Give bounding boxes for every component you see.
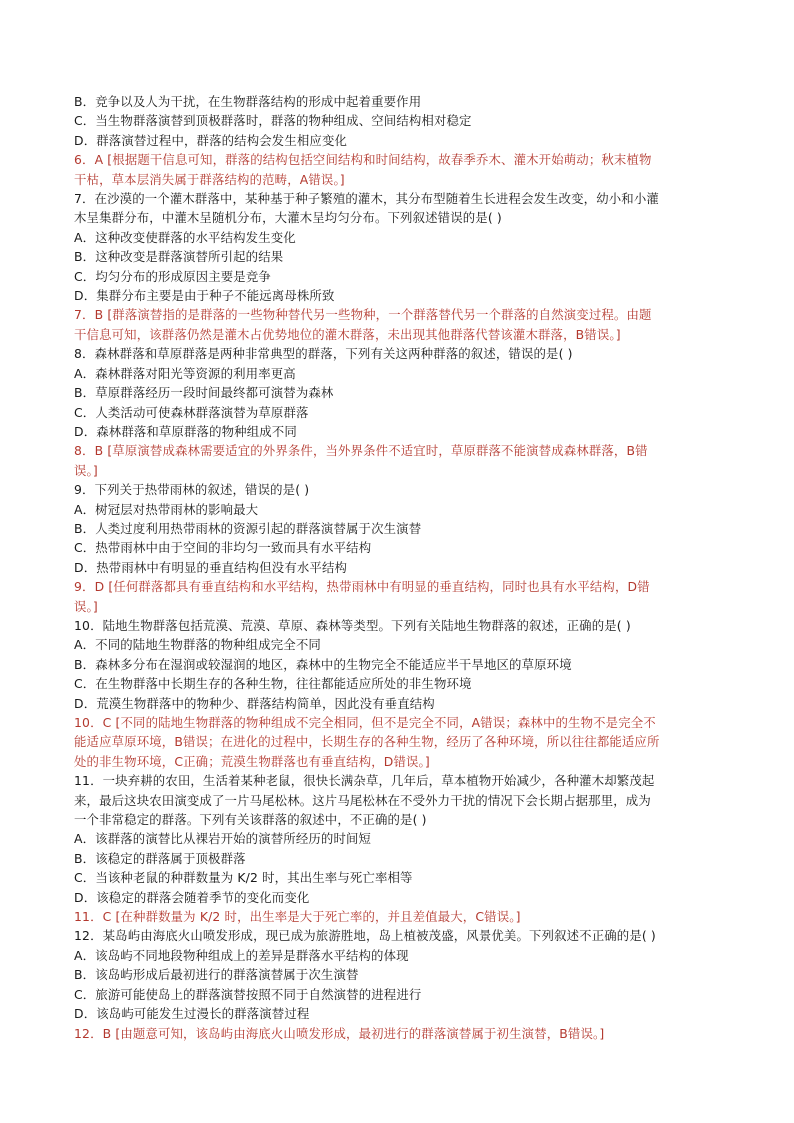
question-10: 10．陆地生物群落包括荒漠、荒漠、草原、森林等类型。下列有关陆地生物群落的叙述，正确的是( ) [74,617,631,633]
option-a-q8: A．森林群落对阳光等资源的利用率更高 [74,365,296,381]
question-7-cont: 木呈集群分布，中灌木呈随机分布，大灌木呈均匀分布。下列叙述错误的是( ) [74,210,502,226]
option-b-q10: B．森林多分布在湿润或较湿润的地区，森林中的生物完全不能适应半干旱地区的草原环境 [74,656,572,672]
option-d-q5: D．群落演替过程中，群落的结构会发生相应变化 [74,132,348,148]
answer-6: 6．A [根据题干信息可知，群落的结构包括空间结构和时间结构，故春季乔木、灌木开始萌动；秋末植物 [74,152,652,168]
answer-6-cont: 干枯，草本层消失属于群落结构的范畴，A错误。] [74,171,345,187]
question-11-cont2: 一个非常稳定的群落。下列有关该群落的叙述中，不正确的是( ) [74,812,427,828]
question-11-cont1: 来，最后这块农田演变成了一片马尾松林。这片马尾松林在不受外力干扰的情况下会长期占据那里，成为 [74,792,651,808]
question-9: 9．下列关于热带雨林的叙述，错误的是( ) [74,482,310,498]
question-11: 11．一块弃耕的农田，生活着某种老鼠，很快长满杂草，几年后，草本植物开始减少，各种灌木却繁茂起 [74,773,655,789]
option-a-q9: A．树冠层对热带雨林的影响最大 [74,501,259,517]
option-d-q10: D．荒漠生物群落中的物种少、群落结构简单，因此没有垂直结构 [74,695,435,711]
answer-9-cont: 误。] [74,598,98,614]
question-8: 8．森林群落和草原群落是两种非常典型的群落，下列有关这两种群落的叙述，错误的是( ) [74,346,573,362]
answer-10: 10．C [不同的陆地生物群落的物种组成不完全相同，但不是完全不同，A错误；森林中的生物不是完全不 [74,715,656,730]
answer-7-cont: 干信息可知，该群落仍然是灌木占优势地位的灌木群落，未出现其他群落代替该灌木群落，B错误。] [74,326,621,342]
answer-11: 11．C [在种群数量为 K/2 时，出生率是大于死亡率的，并且差值最大，C错误。] [74,909,521,925]
answer-8-cont: 误。] [74,462,98,478]
option-c-q7: C．均匀分布的形成原因主要是竞争 [74,268,271,284]
option-c-q12: C．旅游可能使岛上的群落演替按照不同于自然演替的进程进行 [74,986,422,1002]
option-b-q11: B．该稳定的群落属于顶极群落 [74,850,246,866]
answer-12: 12．B [由题意可知，该岛屿由海底火山喷发形成，最初进行的群落演替属于初生演替，B错误。] [74,1025,605,1041]
answer-8: 8．B [草原演替成森林需要适宜的外界条件，当外界条件不适宜时，草原群落不能演替成森林群落，B错 [74,443,648,459]
option-c-q11: C．当该种老鼠的种群数量为 K/2 时，其出生率与死亡率相等 [74,870,413,886]
option-d-q12: D．该岛屿可能发生过漫长的群落演替过程 [74,1006,310,1022]
option-a-q12: A．该岛屿不同地段物种组成上的差异是群落水平结构的体现 [74,947,409,963]
option-b-q12: B．该岛屿形成后最初进行的群落演替属于次生演替 [74,967,359,983]
option-d-q7: D．集群分布主要是由于种子不能远离母株所致 [74,288,335,304]
question-7: 7．在沙漠的一个灌木群落中，某种基于种子繁殖的灌木，其分布型随着生长进程会发生改变，幼小和小灌 [74,191,659,207]
answer-9: 9．D [任何群落都具有垂直结构和水平结构，热带雨林中有明显的垂直结构，同时也具有水平结构，D错 [74,579,650,595]
document-page [74,92,724,1043]
option-c-q9: C．热带雨林中由于空间的非均匀一致而具有水平结构 [74,540,372,556]
option-b-q9: B．人类过度利用热带雨林的资源引起的群落演替属于次生演替 [74,520,422,536]
option-b-q8: B．草原群落经历一段时间最终都可演替为森林 [74,385,334,401]
option-a-q11: A．该群落的演替比从裸岩开始的演替所经历的时间短 [74,831,372,847]
option-d-q11: D．该稳定的群落会随着季节的变化而变化 [74,889,310,905]
answer-10-cont2: 处的非生物环境，C正确；荒漠生物群落也有垂直结构，D错误。] [74,753,430,769]
option-c-q10: C．在生物群落中长期生存的各种生物，往往都能适应所处的非生物环境 [74,676,472,692]
option-a-q7: A．这种改变使群落的水平结构发生变化 [74,229,296,245]
option-b-q5: B．竞争以及人为干扰，在生物群落结构的形成中起着重要作用 [74,94,422,109]
answer-10-cont1: 能适应草原环境，B错误；在进化的过程中，长期生存的各种生物，经历了各种环境，所以往往都能适应所 [74,734,660,750]
answer-7: 7．B [群落演替指的是群落的一些物种替代另一些物种，一个群落替代另一个群落的自然演变过程。由题 [74,307,652,323]
option-b-q7: B．这种改变是群落演替所引起的结果 [74,249,284,265]
option-d-q8: D．森林群落和草原群落的物种组成不同 [74,423,297,439]
option-c-q5: C．当生物群落演替到顶极群落时，群落的物种组成、空间结构相对稳定 [74,113,472,129]
option-a-q10: A．不同的陆地生物群落的物种组成完全不同 [74,637,321,653]
question-12: 12．某岛屿由海底火山喷发形成，现已成为旅游胜地，岛上植被茂盛，风景优美。下列叙述不正确的是( ) [74,928,656,944]
option-d-q9: D．热带雨林中有明显的垂直结构但没有水平结构 [74,559,348,575]
option-c-q8: C．人类活动可使森林群落演替为草原群落 [74,404,309,420]
